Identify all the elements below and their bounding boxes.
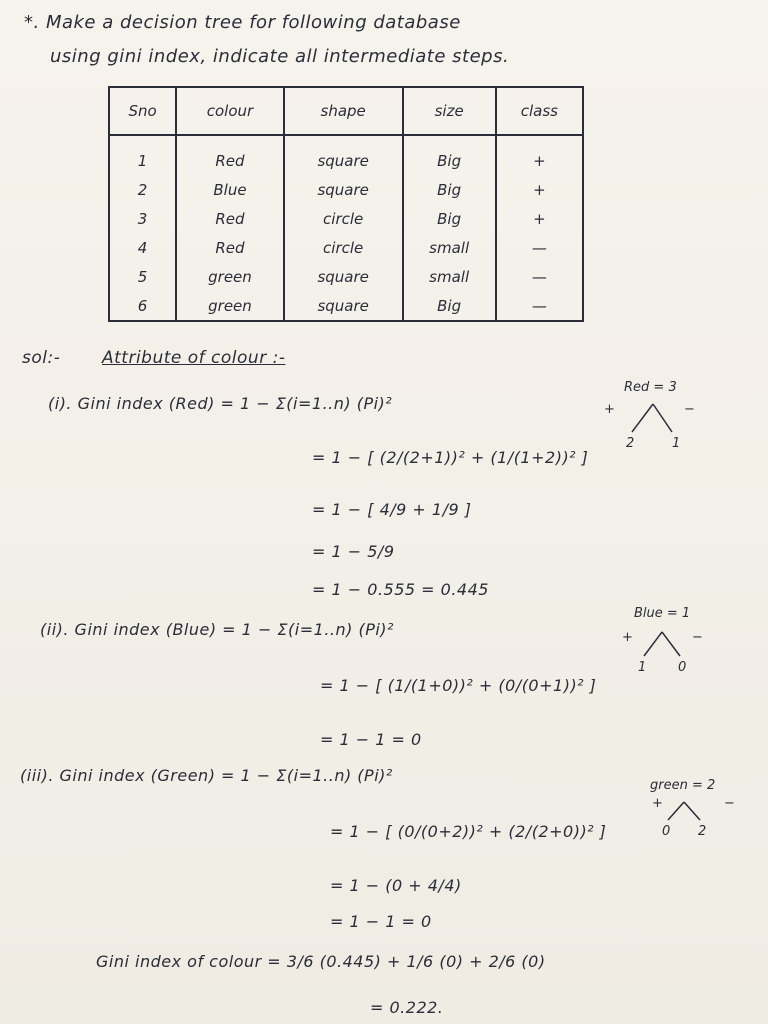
red-split-tree [598, 380, 708, 460]
header-class: class [496, 87, 583, 135]
table-row [109, 204, 583, 233]
red-step-3: = 1 − 5/9 [312, 542, 395, 561]
cell: square [284, 291, 403, 321]
green-step-3: = 1 − 1 = 0 [330, 912, 432, 931]
table-header-row [109, 87, 583, 135]
table-row [109, 233, 583, 262]
cell: circle [284, 233, 403, 262]
blue-tree-plus: + [622, 630, 633, 645]
green-tree-right: 2 [698, 824, 707, 839]
blue-tree-minus: − [692, 630, 703, 645]
cell: small [403, 233, 496, 262]
cell: Big [403, 204, 496, 233]
red-step-1: = 1 − [ (2/(2+1))² + (1/(1+2))² ] [312, 448, 589, 467]
cell: 2 [109, 175, 176, 204]
green-step-1: = 1 − [ (0/(0+2))² + (2/(2+0))² ] [330, 822, 607, 841]
header-colour: colour [176, 87, 284, 135]
blue-split-tree [612, 606, 722, 686]
header-shape: shape [284, 87, 403, 135]
red-step-2: = 1 − [ 4/9 + 1/9 ] [312, 500, 472, 519]
green-tree-minus: − [724, 796, 735, 811]
attribute-heading: Attribute of colour :- [102, 348, 286, 368]
green-gini-formula: (iii). Gini index (Green) = 1 − Σ(i=1..n) (Pi)² [20, 766, 393, 785]
cell: square [284, 175, 403, 204]
blue-tree-title: Blue = 1 [634, 606, 691, 621]
red-tree-plus: + [604, 402, 615, 417]
cell: — [496, 262, 583, 291]
cell: square [284, 262, 403, 291]
cell: circle [284, 204, 403, 233]
solution-label: sol:- [22, 348, 61, 368]
green-tree-left: 0 [662, 824, 671, 839]
red-tree-left: 2 [626, 436, 635, 451]
cell: small [403, 262, 496, 291]
question-line-2: using gini index, indicate all intermediate steps. [50, 46, 510, 67]
green-split-tree [632, 778, 752, 848]
data-table [108, 86, 584, 322]
cell: Big [403, 135, 496, 175]
cell: 5 [109, 262, 176, 291]
cell: 4 [109, 233, 176, 262]
cell: 1 [109, 135, 176, 175]
blue-tree-left: 1 [638, 660, 647, 675]
blue-step-2: = 1 − 1 = 0 [320, 730, 422, 749]
cell: + [496, 204, 583, 233]
cell: Red [176, 135, 284, 175]
question-line-1: *. Make a decision tree for following database [24, 12, 461, 33]
red-tree-minus: − [684, 402, 695, 417]
cell: green [176, 291, 284, 321]
green-tree-plus: + [652, 796, 663, 811]
cell: Red [176, 233, 284, 262]
cell: — [496, 233, 583, 262]
header-size: size [403, 87, 496, 135]
green-tree-title: green = 2 [650, 778, 716, 793]
table-row [109, 135, 583, 175]
colour-gini-result: = 0.222. [370, 998, 444, 1017]
blue-step-1: = 1 − [ (1/(1+0))² + (0/(0+1))² ] [320, 676, 597, 695]
cell: 6 [109, 291, 176, 321]
cell: green [176, 262, 284, 291]
cell: Red [176, 204, 284, 233]
cell: + [496, 135, 583, 175]
table-row [109, 175, 583, 204]
cell: + [496, 175, 583, 204]
colour-gini-total: Gini index of colour = 3/6 (0.445) + 1/6 (0) + 2/6 (0) [96, 952, 546, 971]
green-step-2: = 1 − (0 + 4/4) [330, 876, 462, 895]
red-step-4: = 1 − 0.555 = 0.445 [312, 580, 489, 599]
cell: — [496, 291, 583, 321]
cell: Blue [176, 175, 284, 204]
red-tree-right: 1 [672, 436, 681, 451]
table-row [109, 291, 583, 321]
blue-tree-right: 0 [678, 660, 687, 675]
blue-gini-formula: (ii). Gini index (Blue) = 1 − Σ(i=1..n) (Pi)² [40, 620, 394, 639]
table-row [109, 262, 583, 291]
header-sno: Sno [109, 87, 176, 135]
cell: Big [403, 291, 496, 321]
cell: Big [403, 175, 496, 204]
red-tree-title: Red = 3 [624, 380, 677, 395]
cell: 3 [109, 204, 176, 233]
red-gini-formula: (i). Gini index (Red) = 1 − Σ(i=1..n) (Pi)² [48, 394, 393, 413]
cell: square [284, 135, 403, 175]
